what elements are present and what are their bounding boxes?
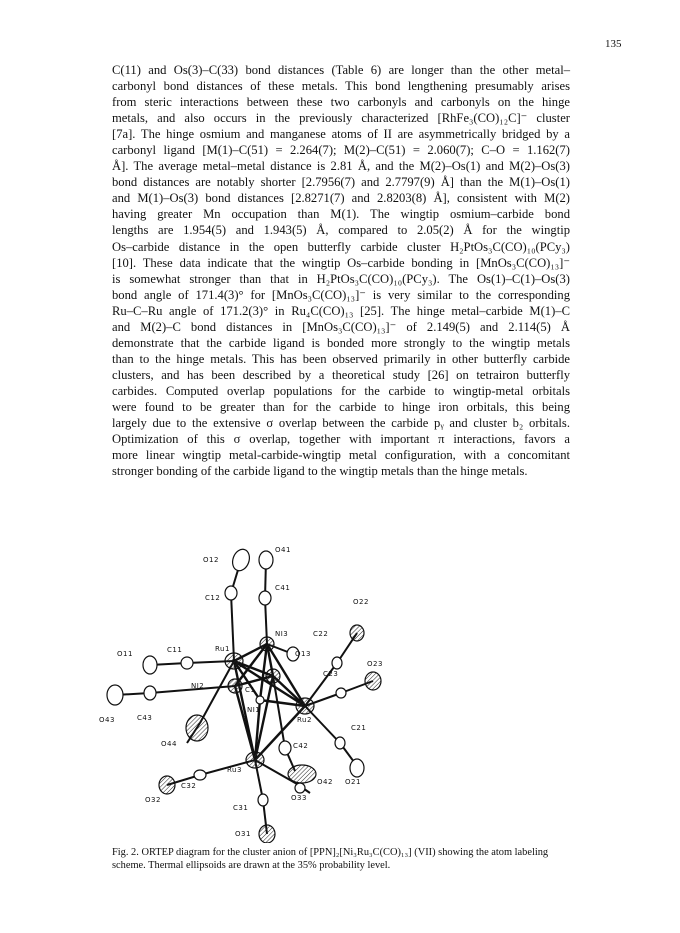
atom-o22 — [350, 625, 364, 641]
atom-c43 — [144, 686, 156, 700]
text-line: bond distances are notably shorter [2.7956(7) and 2.7797(9) Å] than the M(1)–Os(1) — [112, 175, 570, 190]
label-o31: O31 — [235, 830, 251, 838]
label-c22: C22 — [313, 630, 329, 638]
text-line: bond angle of 171.4(3)° for [MnOs₃C(CO)₁₃]⁻ is very similar to the corresponding — [112, 287, 570, 302]
label-ru1: Ru1 — [215, 645, 230, 653]
atom-o43 — [107, 685, 123, 705]
label-o13: O13 — [295, 650, 311, 658]
label-ru2: Ru2 — [297, 716, 312, 724]
atom-ni3 — [260, 637, 274, 651]
figure-caption: Fig. 2. ORTEP diagram for the cluster anion of [PPN]₂[Ni₃Ru₃C(CO)₁₃] (VII) showing the atom labeling scheme. Thermal ellipsoids are drawn at the 35% probability level. — [112, 847, 549, 872]
atom-c42 — [279, 741, 291, 755]
label-o12: O12 — [203, 556, 219, 564]
text-line: and M(2)–C bond distances in [MnOs₃C(CO)₁₃]⁻ of 2.149(5) and 2.114(5) Å — [112, 319, 570, 334]
text-line: carbides. Computed overlap populations for the carbide to wingtip-metal orbitals — [112, 383, 570, 398]
text-line: more linear wingtip metal-carbide-wingtip metal configuration, with a concomitant — [112, 448, 570, 463]
text-line: [10]. These data indicate that the wingtip Os–carbide bonding in [MnOs₃C(CO)₁₃]⁻ — [112, 255, 570, 270]
atom-o12 — [230, 547, 253, 573]
text-line: than to the hinge metals. This has been observed primarily in other butterfly carbide — [112, 351, 570, 366]
label-o42: O42 — [317, 778, 333, 786]
label-o22: O22 — [353, 598, 369, 606]
text-line: Optimization of this σ overlap, together with important π interactions, favors a — [112, 432, 570, 447]
text-line: largely due to the extensive σ overlap between the carbide pᵧ and cluster b₂ orbitals. — [112, 416, 570, 431]
body-text — [112, 62, 570, 479]
text-line: from steric interactions between these two carbonyls and carbonyls on the hinge — [112, 95, 570, 110]
label-c11: C11 — [167, 646, 183, 654]
atom-c11 — [181, 657, 193, 669]
label-c43: C43 — [137, 714, 153, 722]
text-line: C(11) and Os(3)–C(33) bond distances (Table 6) are longer than the other metal– — [112, 63, 570, 77]
atom-ru2 — [296, 698, 314, 714]
text-line: carbonyl ligand [M(1)–C(51) = 2.264(7); M(2)–C(51) = 2.060(7); C–O = 1.162(7) — [112, 143, 570, 158]
label-ni3: NI3 — [275, 630, 289, 638]
atom-c1 — [256, 696, 264, 704]
label-o33: O33 — [291, 794, 307, 802]
atom-c32 — [194, 770, 206, 780]
label-o23: O23 — [367, 660, 383, 668]
text-line: Os–carbide distance in the open butterfly carbide cluster H₂PtOs₃C(CO)₁₀(PCy₃) — [112, 239, 570, 254]
label-c41: C41 — [275, 584, 291, 592]
atom-ni2 — [228, 679, 242, 693]
text-line: were found to be greater than for the carbide to hinge iron orbitals, this being — [112, 399, 570, 414]
atom-c31 — [258, 794, 268, 806]
label-ru3: Ru3 — [227, 766, 242, 774]
atom-o32 — [159, 776, 175, 794]
label-c23: C23 — [323, 670, 339, 678]
atom-o21 — [350, 759, 364, 777]
atom-c23 — [336, 688, 346, 698]
label-o43: O43 — [99, 716, 115, 724]
label-o32: O32 — [145, 796, 161, 804]
label-o21: O21 — [345, 778, 361, 786]
text-line: is somewhat stronger than that in H₂PtOs₃C(CO)₁₀(PCy₃). The Os(1)–C(1)–Os(3) — [112, 271, 570, 286]
text-line: [7a]. The hinge osmium and manganese atoms of II are asymmetrically bridged by a — [112, 127, 570, 142]
text-line: metals, and also occurs in the previously characterized [RhFe₃(CO)₁₂C]⁻ cluster — [112, 111, 570, 126]
label-c21: C21 — [351, 724, 367, 732]
text-line: Ru–C–Ru angle of 171.2(3)° in Ru₄C(CO)₁₃ [25]. The hinge metal–carbide M(1)–C — [112, 303, 570, 318]
atom-o41 — [259, 551, 273, 569]
atom-o31 — [259, 825, 275, 843]
text-line: clusters, and has been described by a theoretical study [26] on tetrairon butterfly — [112, 367, 570, 382]
ortep-figure — [95, 538, 425, 843]
label-ni1: NI1 — [247, 706, 261, 714]
label-c42: C42 — [293, 742, 309, 750]
label-c31: C31 — [233, 804, 249, 812]
atom-c21 — [335, 737, 345, 749]
atom-ni1 — [266, 669, 280, 683]
text-line: Å]. The average metal–metal distance is 2.81 Å, and the M(2)–Os(1) and M(2)–Os(3) — [112, 159, 570, 174]
label-c1: C1 — [245, 686, 256, 694]
text-line: demonstrate that the carbide ligand is bonded more strongly to the wingtip metals — [112, 335, 570, 350]
label-o41: O41 — [275, 546, 291, 554]
text-line: having greater Mn occupation than M(1). The wingtip osmium–carbide bond — [112, 207, 570, 222]
text-line: stronger bonding of the carbide ligand to the wingtip metals than the hinge metals. — [112, 464, 528, 479]
text-line: carbonyl bond distances of these metals. This bond lengthening presumably arises — [112, 79, 570, 94]
atom-o44 — [186, 715, 208, 741]
atom-c22 — [332, 657, 342, 669]
atom-ru1 — [225, 653, 243, 669]
label-c32: C32 — [181, 782, 197, 790]
atom-ru3 — [246, 752, 264, 768]
atom-c41 — [259, 591, 271, 605]
atom-c33 — [295, 783, 305, 793]
label-ni2: NI2 — [191, 682, 205, 690]
page-number: 135 — [605, 38, 622, 50]
text-line: lengths are 1.954(5) and 1.943(5) Å, compared to 2.05(2) Å for the wingtip — [112, 223, 570, 238]
label-o44: O44 — [161, 740, 177, 748]
atom-o42 — [288, 765, 316, 783]
label-o11: O11 — [117, 650, 133, 658]
atom-o23 — [365, 672, 381, 690]
atom-o11 — [143, 656, 157, 674]
label-c12: C12 — [205, 594, 221, 602]
text-line: and M(1)–Os(3) bond distances [2.8271(7) and 2.8203(8) Å], consistent with M(2) — [112, 191, 570, 206]
atom-c12 — [225, 586, 237, 600]
